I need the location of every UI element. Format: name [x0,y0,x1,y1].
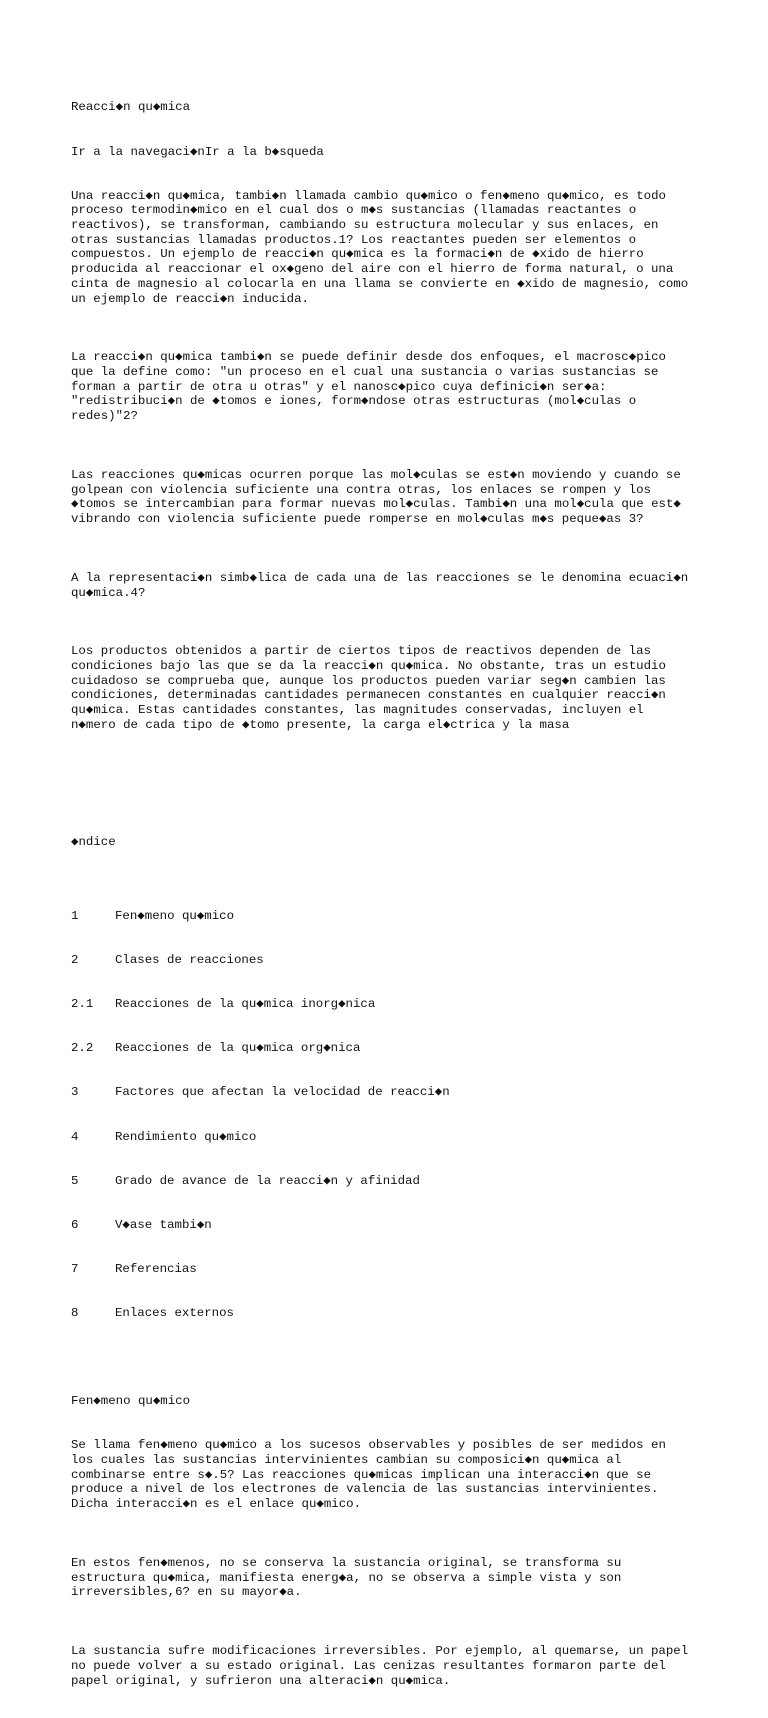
toc-item [71,1130,711,1145]
toc-item-label: Reacciones de la qu◆mica inorg◆nica [115,997,376,1012]
toc-item [71,1218,711,1233]
toc-item-number: 2.1 [71,997,94,1012]
spacer [71,762,711,791]
toc-item [71,1262,711,1277]
toc-item-number: 2 [71,953,79,968]
toc-item [71,909,711,924]
toc-item-number: 8 [71,1305,79,1320]
intro-paragraph-3: Las reacciones qu◆micas ocurren porque las mol◆culas se est◆n moviendo y cuando se golpean con violencia suficiente una contra otras, los enlaces se rompen y los ◆tomos se intercambian para formar nuevas mol◆culas. Tambi◆n una mol◆cula que est◆ vibrando con violencia suficiente puede romperse en mol◆culas m◆s peque◆as 3? [71,467,681,527]
toc-item-label: Grado de avance de la reacci◆n y afinidad [115,1173,420,1188]
section-heading: Fen◆meno qu◆mico [71,1394,191,1409]
toc-item [71,997,711,1012]
toc-item-label: Rendimiento qu◆mico [115,1129,257,1144]
document-title: Reacci◆n qu◆mica [71,100,191,115]
navigation-links-text: Ir a la navegaci◆nIr a la b◆squeda [71,144,324,159]
toc-item-label: Reacciones de la qu◆mica org◆nica [115,1041,361,1056]
toc-item-label: Enlaces externos [115,1305,234,1320]
toc-item-number: 4 [71,1129,79,1144]
intro-paragraph-5: Los productos obtenidos a partir de ciertos tipos de reactivos dependen de las condiciones bajo las que se da la reacci◆n qu◆mica. No obstante, tras un estudio cuidadoso se comprueba que, aunque los productos pueden variar seg◆n cambien las condiciones, determinadas cantidades permanecen constantes en cualquier reacci◆n qu◆mica. Estas cantidades constantes, las magnitudes conservadas, incluyen el n◆mero de cada tipo de ◆tomo presente, la carga el◆ctrica y la masa [71,644,666,732]
section-paragraph-2: En estos fen◆menos, no se conserva la sustancia original, se transforma su estructura qu◆mica, manifiesta energ◆a, no se observa a simple vista y son irreversibles,6? en su mayor◆a. [71,1555,622,1600]
toc-item-number: 1 [71,909,79,923]
document-page [71,71,711,1718]
toc-item [71,1041,711,1056]
toc-item-number: 7 [71,1261,79,1276]
intro-paragraph-4: A la representaci◆n simb◆lica de cada una de las reacciones se le denomina ecuaci◆n qu◆mica.4? [71,570,689,600]
toc-item-number: 2.2 [71,1041,94,1056]
section-paragraph-3: La sustancia sufre modificaciones irreversibles. Por ejemplo, al quemarse, un papel no puede volver a su estado original. Las cenizas resultantes formaron parte del papel original, y sufrieron una alteraci◆n qu◆mica. [71,1644,689,1688]
toc-item [71,1306,711,1321]
toc-item-label: Fen◆meno qu◆mico [115,909,235,923]
toc-item-label: Referencias [115,1261,197,1276]
toc-item [71,1085,711,1100]
toc-item [71,953,711,968]
toc-item-label: Factores que afectan la velocidad de reacci◆n [115,1085,450,1100]
toc-item [71,1174,711,1189]
toc-item-number: 6 [71,1217,79,1232]
toc-item-number: 5 [71,1173,79,1188]
intro-paragraph-2: La reacci◆n qu◆mica tambi◆n se puede definir desde dos enfoques, el macrosc◆pico que la define como: "un proceso en el cual una sustancia o varias sustancias se forman a partir de otra u otras" y el nanosc◆pico cuya definici◆n ser◆a: "redistribuci◆n de ◆tomos e iones, form◆ndose otras estructuras (mol◆culas o redes)"2? [71,350,666,424]
toc-item-number: 3 [71,1085,79,1100]
intro-paragraph-1: Una reacci◆n qu◆mica, tambi◆n llamada cambio qu◆mico o fen◆meno qu◆mico, es todo proceso termodin◆mico en el cual dos o m◆s sustancias (llamadas reactantes o reactivos), se transforman, cambiando su estructura molecular y sus enlaces, en otras sustancias llamadas productos.1? Los reactantes pueden ser elementos o compuestos. Un ejemplo de reacci◆n qu◆mica es la formaci◆n de ◆xido de hierro producida al reaccionar el ox◆geno del aire con el hierro de forma natural, o una cinta de magnesio al colocarla en una llama se convierte en ◆xido de magnesio, como un ejemplo de reacci◆n inducida. [71,188,689,306]
table-of-contents [71,880,711,1351]
toc-heading: ◆ndice [71,835,116,850]
toc-item-label: V◆ase tambi◆n [115,1217,212,1232]
toc-item-label: Clases de reacciones [115,953,264,968]
section-paragraph-1: Se llama fen◆meno qu◆mico a los sucesos observables y posibles de ser medidos en los cuales las sustancias intervinientes cambian su composici◆n qu◆mica al combinarse entre s◆.5? Las reacciones qu◆micas implican una interacci◆n que se produce a nivel de los electrones de valencia de las sustancias intervinientes. Dicha interacci◆n es el enlace qu◆mico. [71,1438,666,1512]
